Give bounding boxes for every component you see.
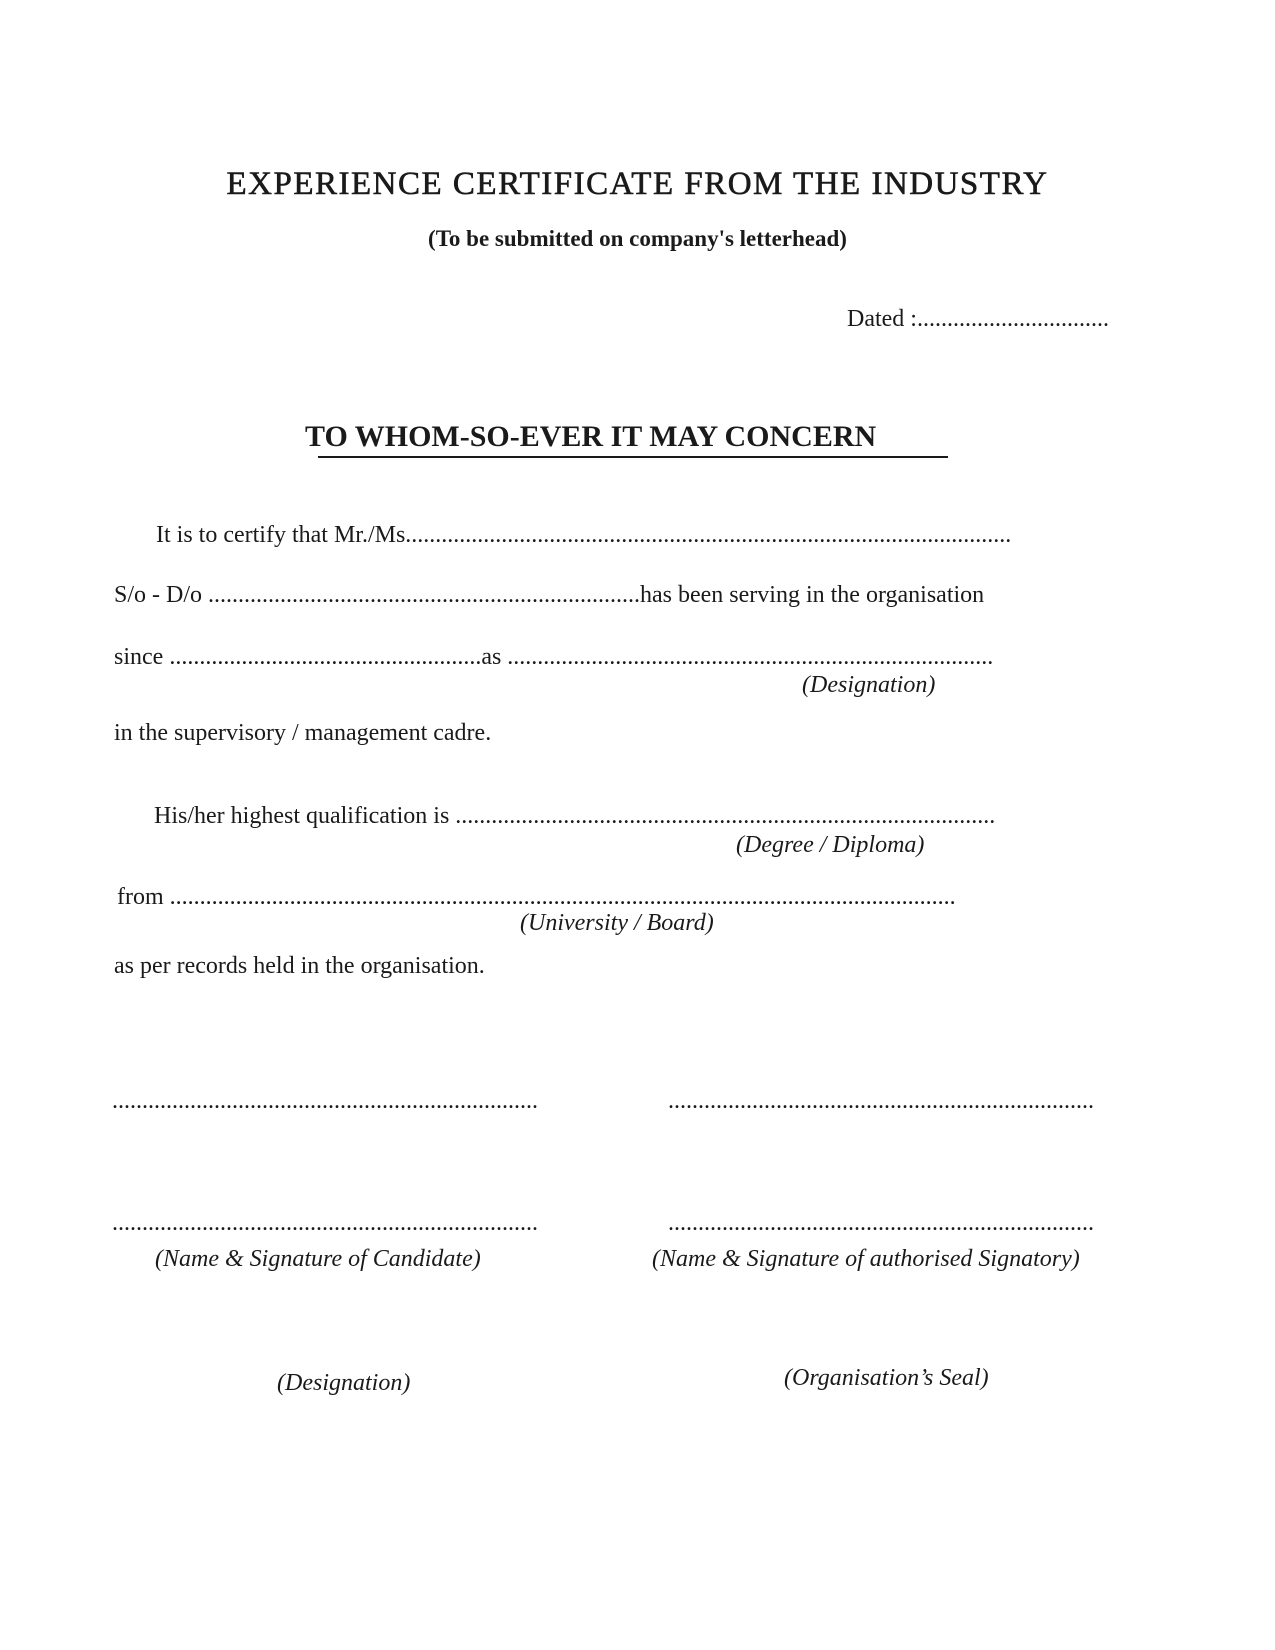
document-title: EXPERIENCE CERTIFICATE FROM THE INDUSTRY: [226, 166, 1049, 202]
service-since-line: since ....................................................as .................................................................................: [114, 644, 994, 670]
university-caption: (University / Board): [520, 910, 714, 936]
cadre-line: in the supervisory / management cadre.: [114, 720, 492, 746]
signatory-name-blank: .......................................................................: [668, 1088, 1094, 1114]
salutation-heading: TO WHOM-SO-EVER IT MAY CONCERN: [305, 420, 877, 453]
candidate-signature-blank: .......................................................................: [112, 1210, 538, 1236]
candidate-name-blank: .......................................................................: [112, 1088, 538, 1114]
parent-name-line: S/o - D/o ........................................................................has been serving in the organisation: [114, 582, 985, 608]
university-line: from ...................................................................................................................................: [117, 884, 956, 910]
records-line: as per records held in the organisation.: [114, 953, 485, 979]
degree-caption: (Degree / Diploma): [736, 832, 925, 858]
signatory-signature-blank: .......................................................................: [668, 1210, 1094, 1236]
candidate-signature-caption: (Name & Signature of Candidate): [155, 1246, 481, 1272]
authorised-signatory-caption: (Name & Signature of authorised Signatory): [652, 1246, 1080, 1272]
document-subtitle: (To be submitted on company's letterhead): [428, 226, 847, 251]
designation-caption: (Designation): [802, 672, 936, 698]
qualification-line: His/her highest qualification is ..........................................................................................: [154, 803, 996, 829]
salutation-underline: [318, 456, 948, 458]
candidate-designation-caption: (Designation): [277, 1370, 411, 1396]
candidate-name-line: It is to certify that Mr./Ms.....................................................................................................: [156, 522, 1012, 548]
organisation-seal-caption: (Organisation’s Seal): [784, 1365, 989, 1391]
dated-field: Dated :................................: [847, 306, 1109, 332]
